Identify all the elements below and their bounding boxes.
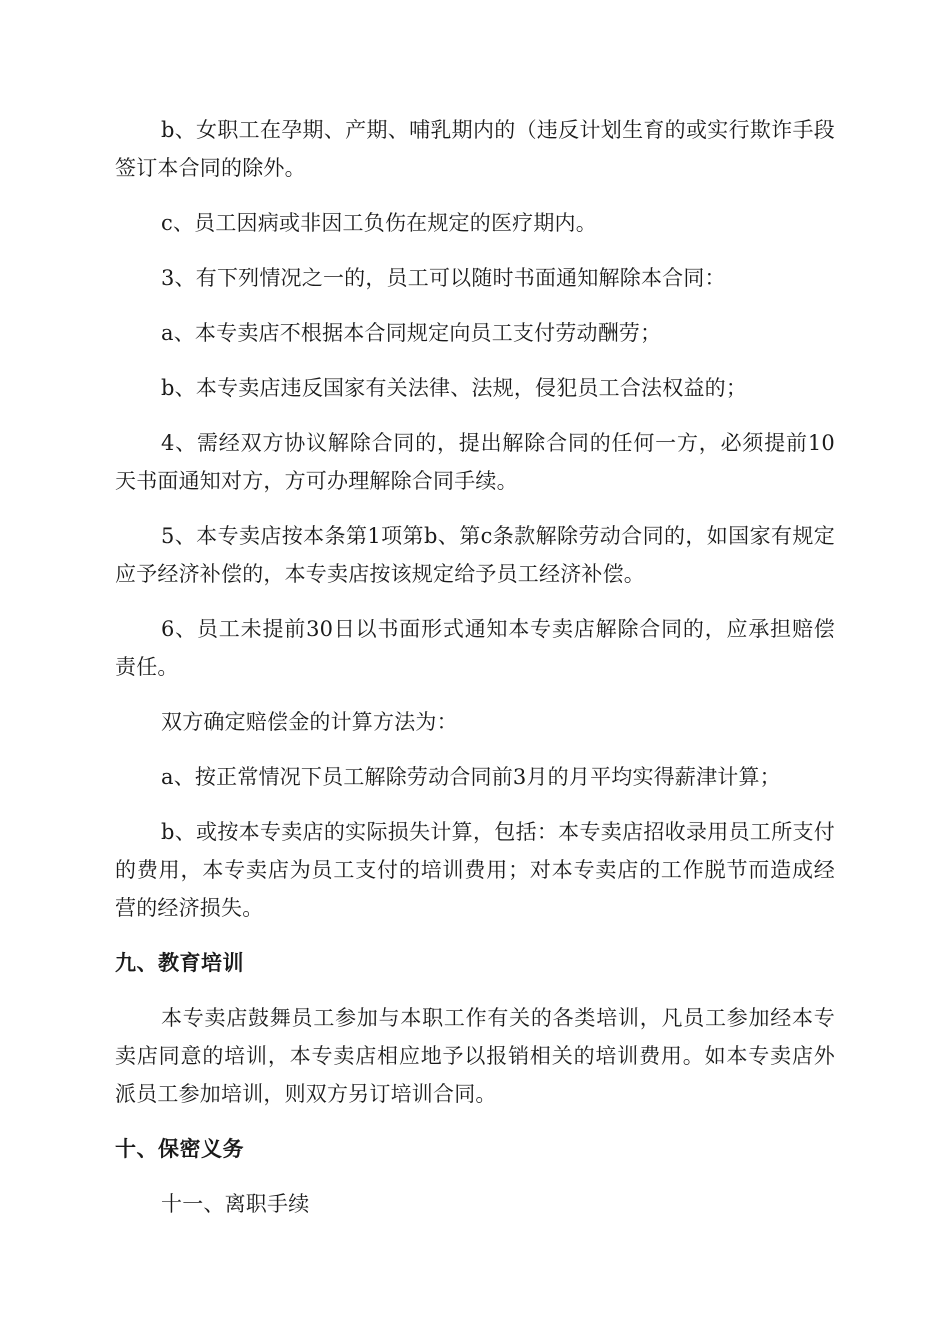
paragraph-resignation: 十一、离职手续: [161, 1192, 310, 1216]
paragraph-clause-b-female-staff: b、女职工在孕期、产期、哺乳期内的（违反计划生育的或实行欺诈手段签订本合同的除外。: [115, 118, 835, 180]
section-heading-confidentiality: 十、保密义务: [115, 1137, 244, 1161]
paragraph-clause-b-violation: b、本专卖店违反国家有关法律、法规，侵犯员工合法权益的；: [161, 376, 748, 400]
paragraph-compensation-method: 双方确定赔偿金的计算方法为：: [161, 710, 458, 734]
paragraph-training: 本专卖店鼓舞员工参加与本职工作有关的各类培训，凡员工参加经本专卖店同意的培训，本专卖店相应地予以报销相关的培训费用。如本专卖店外派员工参加培训，则双方另订培训合同。: [115, 1006, 835, 1106]
paragraph-clause-c-medical-period: c、员工因病或非因工负伤在规定的医疗期内。: [161, 211, 597, 235]
paragraph-item-5: 5、本专卖店按本条第1项第b、第c条款解除劳动合同的，如国家有规定应予经济补偿的，本专卖店按该规定给予员工经济补偿。: [115, 524, 835, 586]
section-heading-education-training: 九、教育培训: [115, 951, 244, 975]
paragraph-item-4: 4、需经双方协议解除合同的，提出解除合同的任何一方，必须提前10天书面通知对方，方可办理解除合同手续。: [115, 431, 835, 493]
paragraph-item-6: 6、员工未提前30日以书面形式通知本专卖店解除合同的，应承担赔偿责任。: [115, 617, 835, 679]
document-page: [115, 111, 835, 1240]
paragraph-item-3: 3、有下列情况之一的，员工可以随时书面通知解除本合同：: [161, 266, 726, 290]
paragraph-clause-b-actual-loss: b、或按本专卖店的实际损失计算，包括：本专卖店招收录用员工所支付的费用，本专卖店为员工支付的培训费用；对本专卖店的工作脱节而造成经营的经济损失。: [115, 820, 835, 920]
paragraph-clause-a-salary: a、按正常情况下员工解除劳动合同前3月的月平均实得薪津计算；: [161, 765, 781, 789]
paragraph-clause-a-pay: a、本专卖店不根据本合同规定向员工支付劳动酬劳；: [161, 321, 662, 345]
